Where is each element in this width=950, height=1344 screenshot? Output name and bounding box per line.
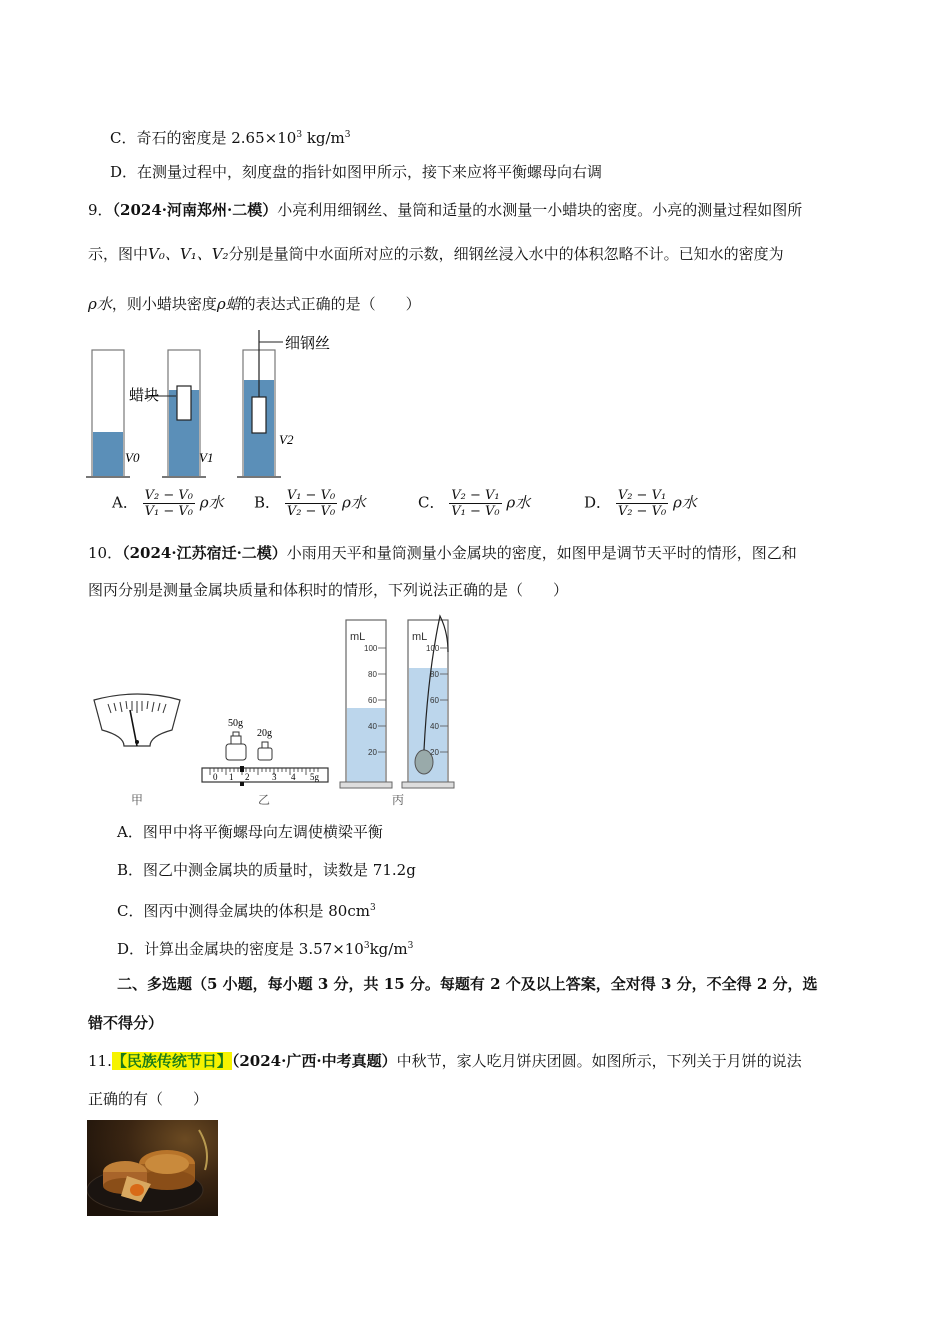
svg-text:100: 100	[364, 644, 378, 653]
q9-option-a: A． $\frac{\text{V₂ − V₀}}{\text{V₁ − V₀}}$ ρ水	[112, 488, 224, 519]
rider	[240, 766, 244, 772]
q11-stem-line1: 11.【民族传统节日】（2024·广西·中考真题）中秋节，家人吃月饼庆团圆。如图所示，下列关于月饼的说法	[88, 1052, 802, 1070]
label-50g: 50g	[228, 718, 243, 729]
mooncake-photo	[87, 1120, 218, 1216]
q11-stem-line2: 正确的有（ ）	[88, 1090, 209, 1108]
q8-option-d: D．在测量过程中，刻度盘的指针如图甲所示，接下来应将平衡螺母向右调	[110, 163, 603, 181]
label-20g: 20g	[257, 728, 272, 739]
q10-stem-line1: 10．（2024·江苏宿迁·二模）小雨用天平和量筒测量小金属块的密度，如图甲是调节天平时的情形，图乙和	[88, 544, 797, 562]
measuring-cylinder-2	[402, 616, 454, 788]
svg-text:0: 0	[213, 772, 218, 782]
svg-text:mL: mL	[350, 631, 366, 643]
label-bing: 丙	[392, 793, 405, 807]
svg-text:80: 80	[368, 670, 377, 679]
label-jia: 甲	[131, 793, 144, 807]
weight-50g	[226, 732, 246, 760]
q9-stem-line3: ρ水，则小蜡块密度ρ蜡的表达式正确的是（ ）	[88, 295, 421, 313]
svg-text:60: 60	[430, 696, 439, 705]
q10-stem-line2: 图丙分别是测量金属块质量和体积时的情形，下列说法正确的是（ ）	[88, 581, 569, 599]
q10-option-c: C．图丙中测得金属块的体积是 $80cm^3$	[117, 902, 376, 920]
svg-text:100: 100	[426, 644, 440, 653]
q11-tag: 【民族传统节日】	[111, 1052, 232, 1070]
svg-text:1: 1	[229, 772, 234, 782]
v2-label: V2	[279, 432, 294, 447]
svg-text:80: 80	[430, 670, 439, 679]
svg-text:40: 40	[430, 722, 439, 731]
q9-stem-line2: 示，图中V₀、V₁、V₂分别是量筒中水面所对应的示数，细钢丝浸入水中的体积忽略不计。已知水的密度为	[88, 245, 784, 263]
q9-cylinders-figure	[85, 330, 355, 485]
q9-option-c: C． $\frac{\text{V₂ − V₁}}{\text{V₁ − V₀}}$ ρ水	[418, 488, 531, 519]
q8-option-c: C．奇石的密度是 $2.65\times 10^3$ $kg/m^3$	[110, 129, 351, 147]
weight-20g	[258, 742, 272, 760]
section-heading-line2: 错不得分）	[88, 1014, 164, 1032]
svg-text:4: 4	[291, 772, 296, 782]
wax-label: 蜡块	[129, 388, 160, 404]
balance-dial	[94, 694, 180, 746]
q10-option-b: B．图乙中测金属块的质量时，读数是 71.2g	[117, 861, 416, 879]
section-heading-line1: 二、多选题（5 小题，每小题 3 分，共 15 分。每题有 2 个及以上答案，全对得 3 分，不全得 2 分，选	[117, 975, 818, 993]
label-yi: 乙	[258, 793, 271, 807]
svg-text:2: 2	[245, 772, 250, 782]
q9-option-d: D． $\frac{\text{V₂ − V₁}}{\text{V₂ − V₀}}$ ρ水	[584, 488, 697, 519]
q10-option-a: A．图甲中将平衡螺母向左调使横梁平衡	[117, 823, 383, 841]
wax-block-floating	[177, 386, 191, 420]
wire-label: 细钢丝	[285, 336, 331, 352]
svg-text:20: 20	[430, 748, 439, 757]
q9-stem-line1: 9．（2024·河南郑州·二模）小亮利用细钢丝、量筒和适量的水测量一小蜡块的密度。小亮的测量过程如图所	[88, 201, 803, 219]
q10-option-d: D．计算出金属块的密度是 $3.57\times 10^3kg/m^3$	[117, 940, 414, 958]
wax-block-submerged	[252, 397, 266, 433]
svg-text:20: 20	[368, 748, 377, 757]
svg-text:5g: 5g	[310, 772, 319, 782]
svg-text:mL: mL	[412, 631, 428, 643]
v0-label: V0	[125, 450, 140, 465]
water-1	[93, 432, 123, 476]
svg-text:40: 40	[368, 722, 377, 731]
svg-text:60: 60	[368, 696, 377, 705]
q10-figure	[88, 612, 468, 812]
q9-option-b: B． $\frac{\text{V₁ − V₀}}{\text{V₂ − V₀}}$ ρ水	[254, 488, 366, 519]
v1-label: V1	[199, 450, 214, 465]
svg-text:3: 3	[272, 772, 277, 782]
